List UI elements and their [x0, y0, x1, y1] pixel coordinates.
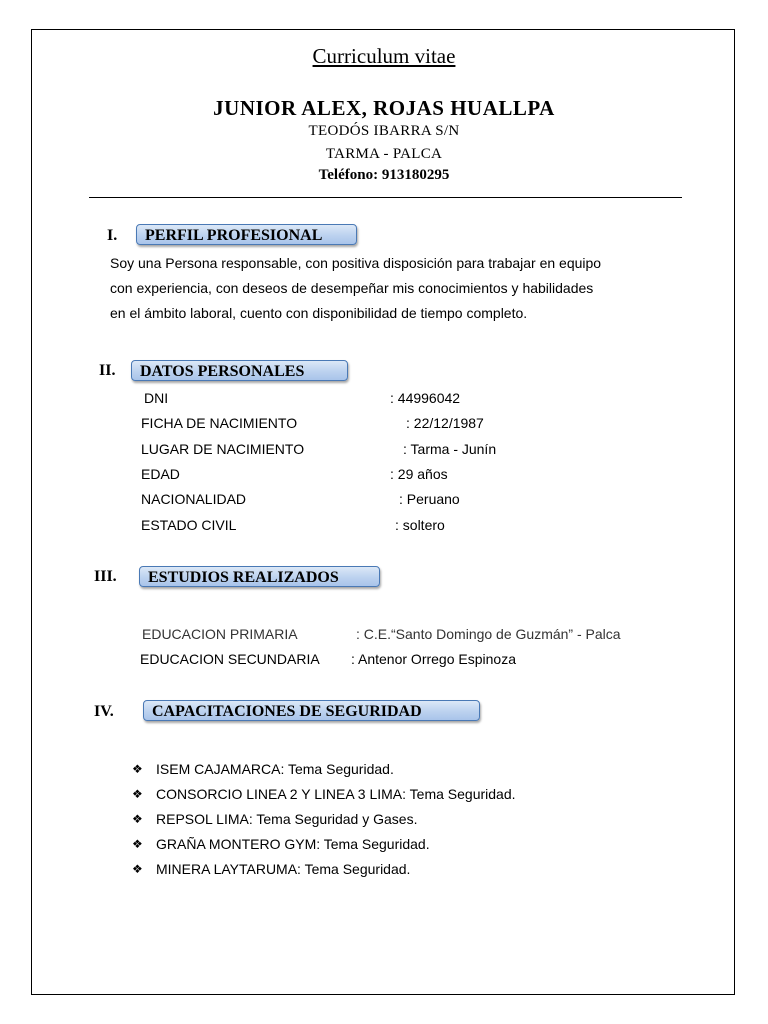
- perfil-line-2: con experiencia, con deseos de desempeñar mis conocimientos y habilidades: [110, 280, 594, 296]
- section-heading-capacitaciones: CAPACITACIONES DE SEGURIDAD: [143, 700, 480, 721]
- diamond-bullet-icon: ❖: [132, 787, 143, 801]
- diamond-bullet-icon: ❖: [132, 762, 143, 776]
- estudios-value-secundaria: : Antenor Orrego Espinoza: [351, 651, 516, 667]
- section-number-capacitaciones: IV.: [94, 703, 114, 720]
- diamond-bullet-icon: ❖: [132, 812, 143, 826]
- datos-label-edad: EDAD: [141, 466, 180, 482]
- datos-value-edad: : 29 años: [390, 466, 448, 482]
- perfil-line-3: en el ámbito laboral, cuento con disponibilidad de tiempo completo.: [110, 305, 528, 321]
- datos-value-nacionalidad: : Peruano: [399, 491, 460, 507]
- section-heading-estudios: ESTUDIOS REALIZADOS: [139, 566, 380, 587]
- capacitacion-item: GRAÑA MONTERO GYM: Tema Seguridad.: [156, 836, 430, 852]
- datos-label-dni: DNI: [144, 390, 169, 406]
- section-heading-datos: DATOS PERSONALES: [131, 360, 348, 381]
- estudios-label-secundaria: EDUCACION SECUNDARIA: [140, 651, 320, 667]
- person-name: JUNIOR ALEX, ROJAS HUALLPA: [213, 96, 555, 120]
- document-title: Curriculum vitae: [312, 44, 456, 68]
- capacitacion-item: CONSORCIO LINEA 2 Y LINEA 3 LIMA: Tema Seguridad.: [156, 786, 516, 802]
- section-number-datos: II.: [99, 362, 116, 379]
- diamond-bullet-icon: ❖: [132, 837, 143, 851]
- datos-value-estado-civil: : soltero: [395, 517, 445, 533]
- phone-label: Teléfono: [318, 167, 374, 183]
- datos-label-fecha: FICHA DE NACIMIENTO: [141, 415, 298, 431]
- phone: [0, 167, 768, 184]
- diamond-bullet-icon: ❖: [132, 862, 143, 876]
- datos-label-estado-civil: ESTADO CIVIL: [141, 517, 237, 533]
- estudios-value-primaria: : C.E.“Santo Domingo de Guzmán” - Palca: [356, 626, 621, 642]
- address-line-2: TARMA - PALCA: [325, 146, 443, 162]
- address-line-1: TEODÓS IBARRA S/N: [308, 123, 460, 139]
- datos-label-lugar: LUGAR DE NACIMIENTO: [141, 441, 305, 457]
- perfil-line-1: Soy una Persona responsable, con positiva disposición para trabajar en equipo: [110, 255, 602, 271]
- datos-value-lugar: : Tarma - Junín: [403, 441, 497, 457]
- datos-value-dni: : 44996042: [390, 390, 461, 406]
- phone-value: 913180295: [381, 167, 450, 183]
- section-number-estudios: III.: [94, 568, 117, 585]
- capacitacion-item: ISEM CAJAMARCA: Tema Seguridad.: [156, 761, 394, 777]
- header-divider: [89, 197, 682, 198]
- section-heading-perfil: PERFIL PROFESIONAL: [136, 224, 357, 245]
- estudios-label-primaria: EDUCACION PRIMARIA: [142, 626, 298, 642]
- datos-label-nacionalidad: NACIONALIDAD: [141, 491, 247, 507]
- capacitacion-item: REPSOL LIMA: Tema Seguridad y Gases.: [156, 811, 418, 827]
- phone-colon: :: [373, 167, 382, 183]
- datos-value-fecha: : 22/12/1987: [406, 415, 484, 431]
- capacitacion-item: MINERA LAYTARUMA: Tema Seguridad.: [156, 861, 411, 877]
- section-number-perfil: I.: [107, 227, 118, 244]
